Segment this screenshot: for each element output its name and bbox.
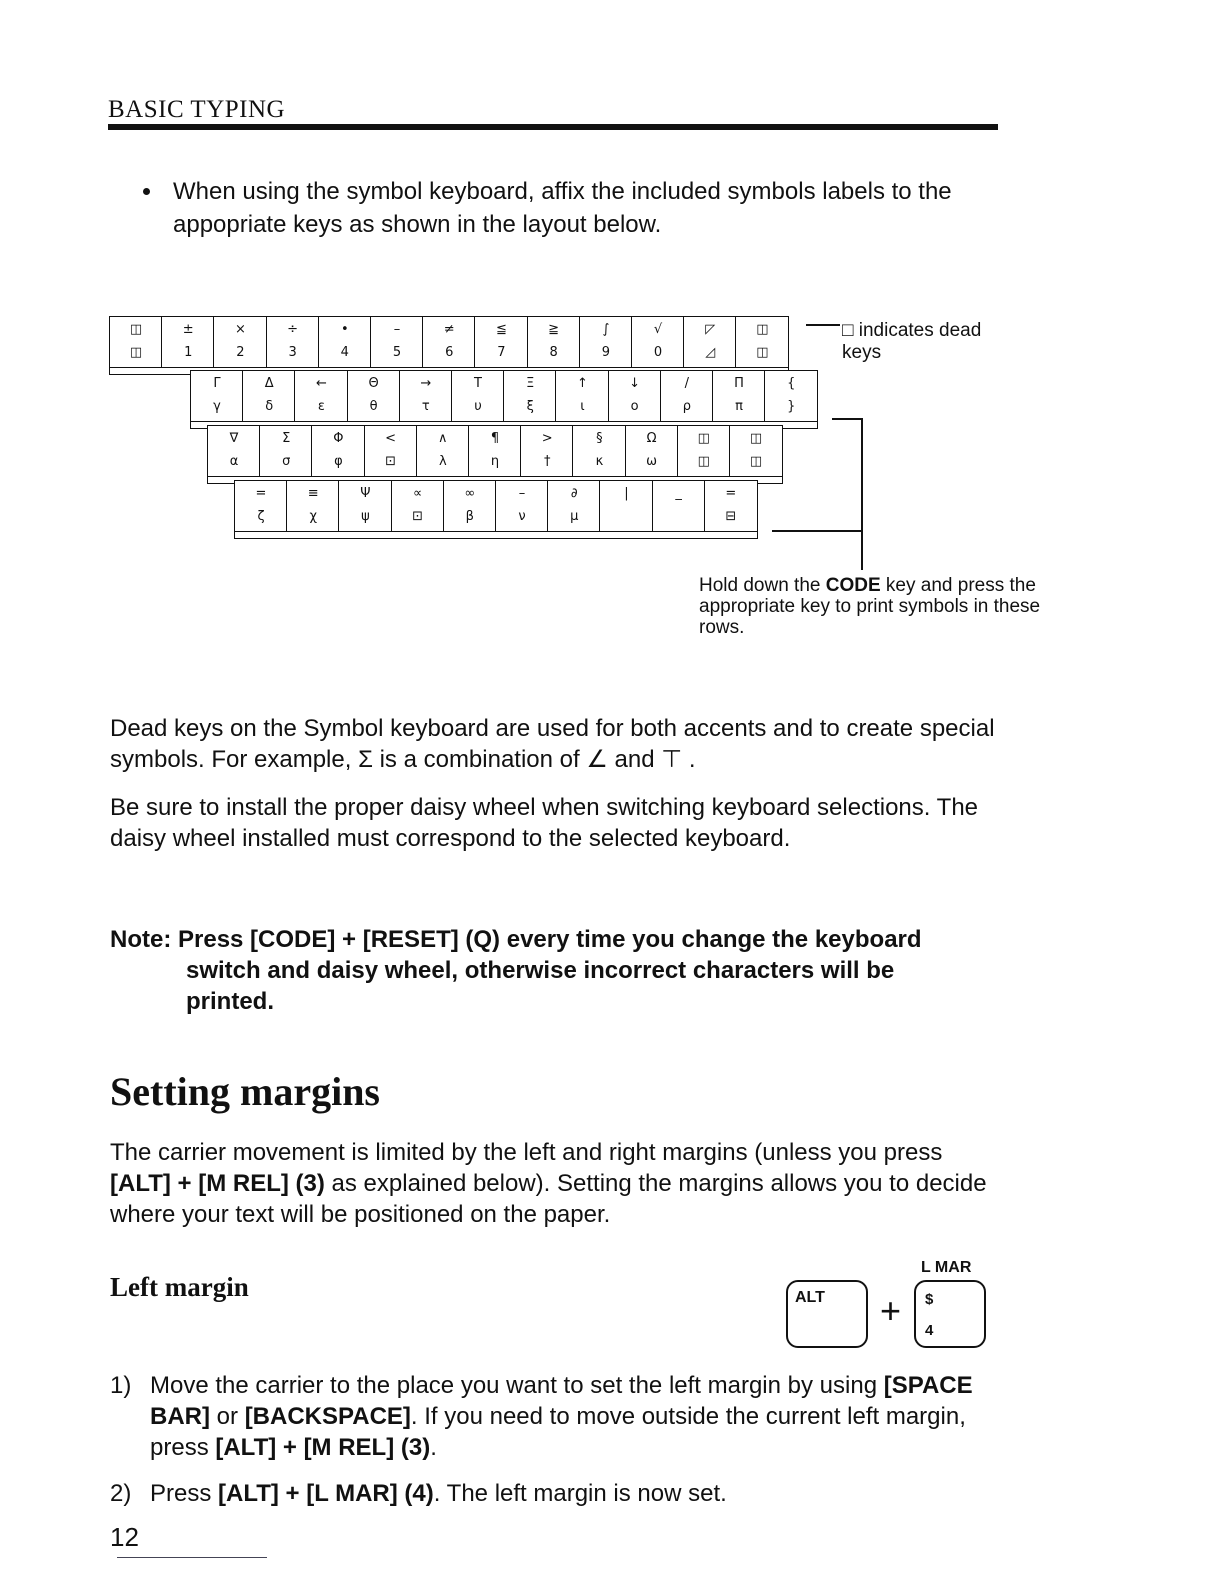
key-upper-symbol: → bbox=[420, 376, 432, 391]
alt-key-icon bbox=[786, 1280, 868, 1348]
note-line-3: printed. bbox=[186, 988, 274, 1015]
key-row2-9 bbox=[608, 370, 662, 422]
key-upper-symbol: Σ bbox=[282, 431, 291, 446]
l-mar-key-upper: $ bbox=[925, 1291, 934, 1308]
key-row2-10 bbox=[660, 370, 714, 422]
plus-sign: + bbox=[880, 1290, 902, 1331]
key-upper-symbol: | bbox=[624, 486, 629, 501]
key-lower-symbol: ⊡ bbox=[412, 509, 424, 524]
key-lower-symbol: ψ bbox=[361, 509, 370, 524]
key-lower-symbol: ◫ bbox=[749, 454, 763, 469]
key-upper-symbol: √ bbox=[653, 322, 663, 337]
bracket-top bbox=[832, 418, 862, 420]
key-row3-7 bbox=[520, 425, 574, 477]
key-lower-symbol: θ bbox=[369, 399, 378, 414]
step-1-number: 1) bbox=[110, 1372, 132, 1399]
note-line-2: switch and daisy wheel, otherwise incorrect characters will be bbox=[186, 957, 895, 984]
key-upper-symbol: ≡ bbox=[307, 486, 319, 501]
key-row1-11 bbox=[631, 316, 685, 368]
keyboard-row-4 bbox=[234, 480, 756, 532]
key-upper-symbol: ÷ bbox=[287, 322, 299, 337]
key-row3-6 bbox=[468, 425, 522, 477]
key-upper-symbol: ∇ bbox=[229, 431, 239, 446]
key-upper-symbol: / bbox=[684, 376, 690, 391]
key-lower-symbol: ◿ bbox=[705, 345, 716, 360]
key-lower-symbol: λ bbox=[438, 454, 447, 469]
key-upper-symbol: < bbox=[385, 431, 397, 446]
key-lower-symbol: ε bbox=[317, 399, 325, 414]
key-row1-3 bbox=[213, 316, 267, 368]
setting-margins-heading: Setting margins bbox=[110, 1069, 380, 1114]
key-lower-symbol: μ bbox=[570, 509, 579, 524]
code-key-note: Hold down the CODE key and press the appropriate key to print symbols in these rows. bbox=[699, 575, 1041, 638]
bullet-text: When using the symbol keyboard, affix the included symbols labels to the appopriate keys as shown in the layout below. bbox=[173, 178, 952, 238]
key-row4-4 bbox=[391, 480, 445, 532]
key-lower-symbol: ⊟ bbox=[725, 509, 737, 524]
key-upper-symbol: Τ bbox=[474, 376, 482, 391]
key-row1-10 bbox=[579, 316, 633, 368]
key-upper-symbol: ∞ bbox=[464, 486, 476, 501]
key-row2-8 bbox=[555, 370, 609, 422]
key-row2-3 bbox=[294, 370, 348, 422]
key-upper-symbol: × bbox=[234, 322, 246, 337]
key-row2-11 bbox=[712, 370, 766, 422]
key-upper-symbol: = bbox=[255, 486, 267, 501]
key-lower-symbol: ω bbox=[646, 454, 658, 469]
key-upper-symbol: { bbox=[787, 376, 796, 391]
key-row1-6 bbox=[370, 316, 424, 368]
key-upper-symbol: § bbox=[596, 431, 603, 446]
key-row1-13 bbox=[735, 316, 789, 368]
key-row2-6 bbox=[451, 370, 505, 422]
key-lower-symbol: 2 bbox=[236, 345, 245, 360]
key-lower-symbol: φ bbox=[334, 454, 343, 469]
key-upper-symbol: ≧ bbox=[548, 322, 560, 337]
key-upper-symbol: ◫ bbox=[756, 322, 769, 337]
key-lower-symbol: ο bbox=[630, 399, 639, 414]
key-lower-symbol: } bbox=[787, 399, 796, 414]
note-line-1: Note: Press [CODE] + [RESET] (Q) every time you change the keyboard bbox=[110, 926, 922, 953]
key-upper-symbol: ◫ bbox=[697, 431, 710, 446]
key-lower-symbol: ρ bbox=[682, 399, 691, 414]
key-lower-symbol: † bbox=[543, 454, 551, 469]
key-lower-symbol: ◫ bbox=[756, 345, 769, 360]
key-upper-symbol: ↓ bbox=[629, 376, 641, 391]
key-row2-1 bbox=[190, 370, 244, 422]
key-lower-symbol: χ bbox=[309, 509, 317, 524]
key-lower-symbol: 5 bbox=[392, 345, 402, 360]
key-row4-8 bbox=[599, 480, 653, 532]
key-upper-symbol: ◫ bbox=[749, 431, 763, 446]
key-row1-2 bbox=[161, 316, 215, 368]
key-row1-9 bbox=[527, 316, 581, 368]
step-2-text: Press [ALT] + [L MAR] (4). The left margin is now set. bbox=[150, 1480, 727, 1507]
key-row1-8 bbox=[474, 316, 528, 368]
key-row3-4 bbox=[364, 425, 418, 477]
keyboard-row-1 bbox=[109, 316, 788, 368]
key-upper-symbol: ↑ bbox=[576, 376, 588, 391]
bracket-vertical bbox=[861, 418, 863, 570]
key-lower-symbol: π bbox=[735, 399, 743, 414]
key-lower-symbol: η bbox=[490, 454, 500, 469]
step-1-text: Move the carrier to the place you want to set the left margin by using [SPACE BAR] or [BACKSPACE]. If you need to move outside the current left margin, press [ALT] + [M REL] (3). bbox=[150, 1372, 973, 1461]
key-row3-5 bbox=[416, 425, 470, 477]
key-lower-symbol: ◫ bbox=[697, 454, 710, 469]
key-upper-symbol: ≦ bbox=[495, 322, 507, 337]
key-row2-4 bbox=[347, 370, 401, 422]
key-lower-symbol: ξ bbox=[526, 399, 534, 414]
key-lower-symbol: 3 bbox=[288, 345, 297, 360]
key-row3-9 bbox=[625, 425, 679, 477]
key-row1-7 bbox=[422, 316, 476, 368]
key-lower-symbol: γ bbox=[213, 399, 221, 414]
key-lower-symbol: σ bbox=[282, 454, 291, 469]
key-row4-3 bbox=[338, 480, 392, 532]
key-lower-symbol: ◫ bbox=[129, 345, 143, 360]
key-upper-symbol: Π bbox=[734, 376, 744, 391]
key-row1-5 bbox=[318, 316, 372, 368]
key-upper-symbol: ← bbox=[315, 376, 327, 391]
key-row3-2 bbox=[259, 425, 313, 477]
key-lower-symbol: α bbox=[229, 454, 239, 469]
dead-keys-paragraph: Dead keys on the Symbol keyboard are used for both accents and to create special symbols. For example, Σ is a combination of ∠ and ⊤ . bbox=[110, 715, 995, 773]
key-upper-symbol: – bbox=[393, 322, 401, 337]
key-row3-3 bbox=[311, 425, 365, 477]
step-2-number: 2) bbox=[110, 1480, 132, 1507]
bracket-bottom bbox=[772, 530, 862, 532]
key-row3-1 bbox=[207, 425, 261, 477]
key-row2-7 bbox=[503, 370, 557, 422]
key-row4-2 bbox=[286, 480, 340, 532]
key-upper-symbol: ∫ bbox=[602, 322, 610, 337]
key-row1-4 bbox=[266, 316, 320, 368]
key-row1-1 bbox=[109, 316, 163, 368]
key-upper-symbol: ∝ bbox=[412, 486, 423, 501]
key-upper-symbol: Δ bbox=[264, 376, 274, 391]
key-lower-symbol: 4 bbox=[340, 345, 349, 360]
key-lower-symbol: 9 bbox=[601, 345, 610, 360]
daisy-wheel-paragraph: Be sure to install the proper daisy wheel when switching keyboard selections. The daisy wheel installed must correspond to the selected keyboard. bbox=[110, 794, 979, 852]
key-upper-symbol: ≠ bbox=[443, 322, 455, 337]
key-upper-symbol: Ψ bbox=[360, 486, 371, 501]
key-lower-symbol: υ bbox=[474, 399, 482, 414]
left-margin-heading: Left margin bbox=[110, 1272, 249, 1302]
key-upper-symbol: > bbox=[541, 431, 553, 446]
key-upper-symbol: Θ bbox=[368, 376, 379, 391]
key-row3-11 bbox=[729, 425, 783, 477]
alt-key-label: ALT bbox=[795, 1289, 825, 1306]
key-lower-symbol: ι bbox=[580, 399, 585, 414]
key-lower-symbol: 8 bbox=[549, 345, 558, 360]
key-lower-symbol: 7 bbox=[497, 345, 506, 360]
keyboard-row-3 bbox=[207, 425, 781, 477]
key-upper-symbol: _ bbox=[675, 486, 682, 501]
key-lower-symbol: ⊡ bbox=[385, 454, 397, 469]
key-row3-8 bbox=[572, 425, 626, 477]
l-mar-label: L MAR bbox=[921, 1259, 972, 1276]
page-number: 12 bbox=[110, 1522, 139, 1552]
key-lower-symbol: 0 bbox=[653, 345, 663, 360]
symbol-keyboard-diagram bbox=[0, 0, 1224, 700]
key-upper-symbol: ∂ bbox=[570, 486, 578, 501]
key-upper-symbol: ∧ bbox=[438, 431, 448, 446]
key-row1-12 bbox=[683, 316, 737, 368]
key-upper-symbol: Ω bbox=[646, 431, 657, 446]
key-lower-symbol: 6 bbox=[445, 345, 454, 360]
l-mar-key-icon bbox=[914, 1280, 986, 1348]
l-mar-key-lower: 4 bbox=[925, 1322, 934, 1339]
key-row2-2 bbox=[242, 370, 296, 422]
key-row3-10 bbox=[677, 425, 731, 477]
dead-key-pointer-line bbox=[806, 324, 840, 326]
key-lower-symbol: β bbox=[465, 509, 474, 524]
key-lower-symbol: δ bbox=[265, 399, 274, 414]
key-row4-5 bbox=[443, 480, 497, 532]
section-title: BASIC TYPING bbox=[108, 96, 286, 123]
key-lower-symbol: ζ bbox=[257, 509, 265, 524]
key-upper-symbol: Ξ bbox=[526, 376, 535, 391]
key-upper-symbol: ◫ bbox=[129, 322, 143, 337]
key-row4-10 bbox=[704, 480, 758, 532]
key-upper-symbol: – bbox=[518, 486, 526, 501]
key-row2-12 bbox=[764, 370, 818, 422]
key-upper-symbol: ± bbox=[182, 322, 194, 337]
key-lower-symbol: 1 bbox=[184, 345, 193, 360]
key-row2-5 bbox=[399, 370, 453, 422]
key-upper-symbol: Γ bbox=[213, 376, 221, 391]
key-upper-symbol: • bbox=[340, 322, 349, 337]
note-block bbox=[110, 924, 1000, 1017]
keyboard-row-2 bbox=[190, 370, 816, 422]
key-lower-symbol: ν bbox=[518, 509, 526, 524]
key-upper-symbol: Φ bbox=[333, 431, 344, 446]
key-row4-9 bbox=[652, 480, 706, 532]
key-lower-symbol: τ bbox=[421, 399, 430, 414]
key-row4-6 bbox=[495, 480, 549, 532]
keyboard-row-base-4 bbox=[234, 530, 758, 539]
key-row4-1 bbox=[234, 480, 288, 532]
key-lower-symbol: κ bbox=[595, 454, 604, 469]
key-upper-symbol: = bbox=[725, 486, 737, 501]
footer-rule bbox=[117, 1557, 267, 1558]
key-upper-symbol: ◸ bbox=[705, 322, 716, 337]
setting-margins-intro: The carrier movement is limited by the left and right margins (unless you press [ALT] + [M REL] (3) as explained below). Setting the margins allows you to decide where your text will be positioned on the paper. bbox=[110, 1139, 987, 1228]
dead-key-note: □ indicates dead keys bbox=[842, 320, 982, 363]
key-upper-symbol: ¶ bbox=[490, 431, 500, 446]
key-row4-7 bbox=[547, 480, 601, 532]
